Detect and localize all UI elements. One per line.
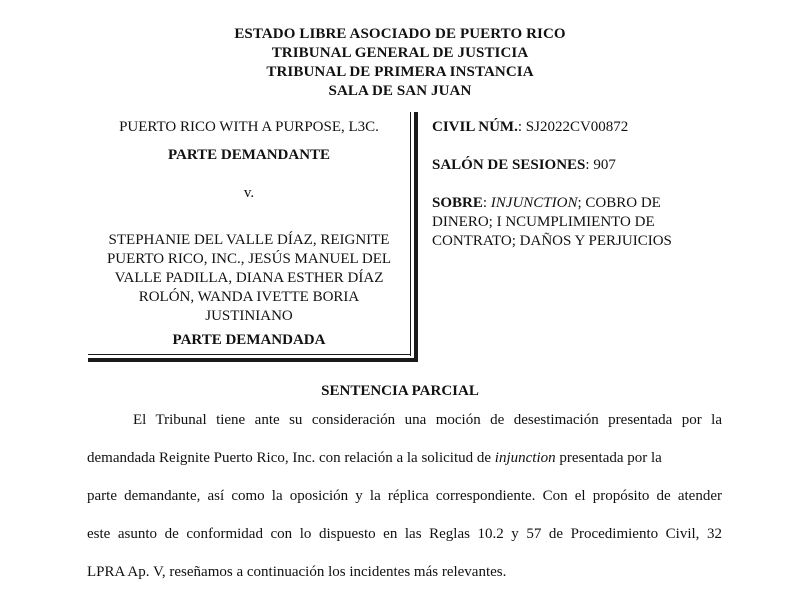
versus-label: v. xyxy=(243,185,255,201)
salon-value: 907 xyxy=(589,157,616,173)
defendants-line-1: STEPHANIE DEL VALLE DÍAZ, REIGNITE xyxy=(108,232,390,248)
defendants-line-4: ROLÓN, WANDA IVETTE BORIA xyxy=(138,289,360,305)
body-line-4: este asunto de conformidad con lo dispuesto en las Reglas 10.2 y 57 de Procedimiento Civil, 32 xyxy=(87,526,722,542)
sobre-row-2: DINERO; I NCUMPLIMIENTO DE xyxy=(432,214,655,230)
defendants-line-3: VALLE PADILLA, DIANA ESTHER DÍAZ xyxy=(114,270,384,286)
caption-divider-horizontal xyxy=(88,354,411,355)
court-header xyxy=(0,25,800,101)
sobre-row-3: CONTRATO; DAÑOS Y PERJUICIOS xyxy=(432,233,672,249)
sobre-rest: ; COBRO DE xyxy=(577,195,661,211)
plaintiff-role: PARTE DEMANDANTE xyxy=(167,147,331,163)
sobre-injunction: INJUNCTION xyxy=(490,195,578,211)
header-line-2: TRIBUNAL GENERAL DE JUSTICIA xyxy=(271,45,529,61)
civil-number-value: SJ2022CV00872 xyxy=(522,119,629,135)
civil-number-label: CIVIL NÚM. xyxy=(432,119,518,135)
body-line-1: El Tribunal tiene ante su consideración una moción de desestimación presentada por la xyxy=(133,412,722,428)
civil-number-row xyxy=(432,118,628,137)
body-line-5: LPRA Ap. V, reseñamos a continuación los incidentes más relevantes. xyxy=(87,564,507,580)
header-line-1: ESTADO LIBRE ASOCIADO DE PUERTO RICO xyxy=(234,26,566,42)
sobre-label: SOBRE xyxy=(432,195,483,211)
salon-label: SALÓN DE SESIONES xyxy=(432,157,586,173)
caption-parties-box xyxy=(88,112,416,357)
caption-shadow-vertical xyxy=(414,112,418,360)
header-line-3: TRIBUNAL DE PRIMERA INSTANCIA xyxy=(266,64,534,80)
body-line-2-a: demandada Reignite Puerto Rico, Inc. con relación a la solicitud de xyxy=(87,450,495,466)
civil-number-sep: : xyxy=(517,119,523,135)
defendant-role: PARTE DEMANDADA xyxy=(172,332,326,348)
defendants-line-2: PUERTO RICO, INC., JESÚS MANUEL DEL xyxy=(106,251,392,267)
body-line-3: parte demandante, así como la oposición y la réplica correspondiente. Con el propósito de atender xyxy=(87,488,722,504)
document-title: SENTENCIA PARCIAL xyxy=(321,383,479,399)
sobre-row-1 xyxy=(432,194,661,213)
sobre-sep: : xyxy=(482,195,491,211)
body-line-2-b: presentada por la xyxy=(555,450,662,466)
caption-shadow-horizontal xyxy=(88,358,418,362)
salon-row xyxy=(432,156,616,175)
caption-divider-vertical xyxy=(410,112,411,356)
salon-sep: : xyxy=(585,157,590,173)
body-line-2 xyxy=(87,449,722,468)
body-line-2-italic: injunction xyxy=(494,450,556,466)
defendants-line-5: JUSTINIANO xyxy=(205,308,293,324)
plaintiff-name: PUERTO RICO WITH A PURPOSE, L3C. xyxy=(119,119,379,135)
header-line-4: SALA DE SAN JUAN xyxy=(328,83,472,99)
